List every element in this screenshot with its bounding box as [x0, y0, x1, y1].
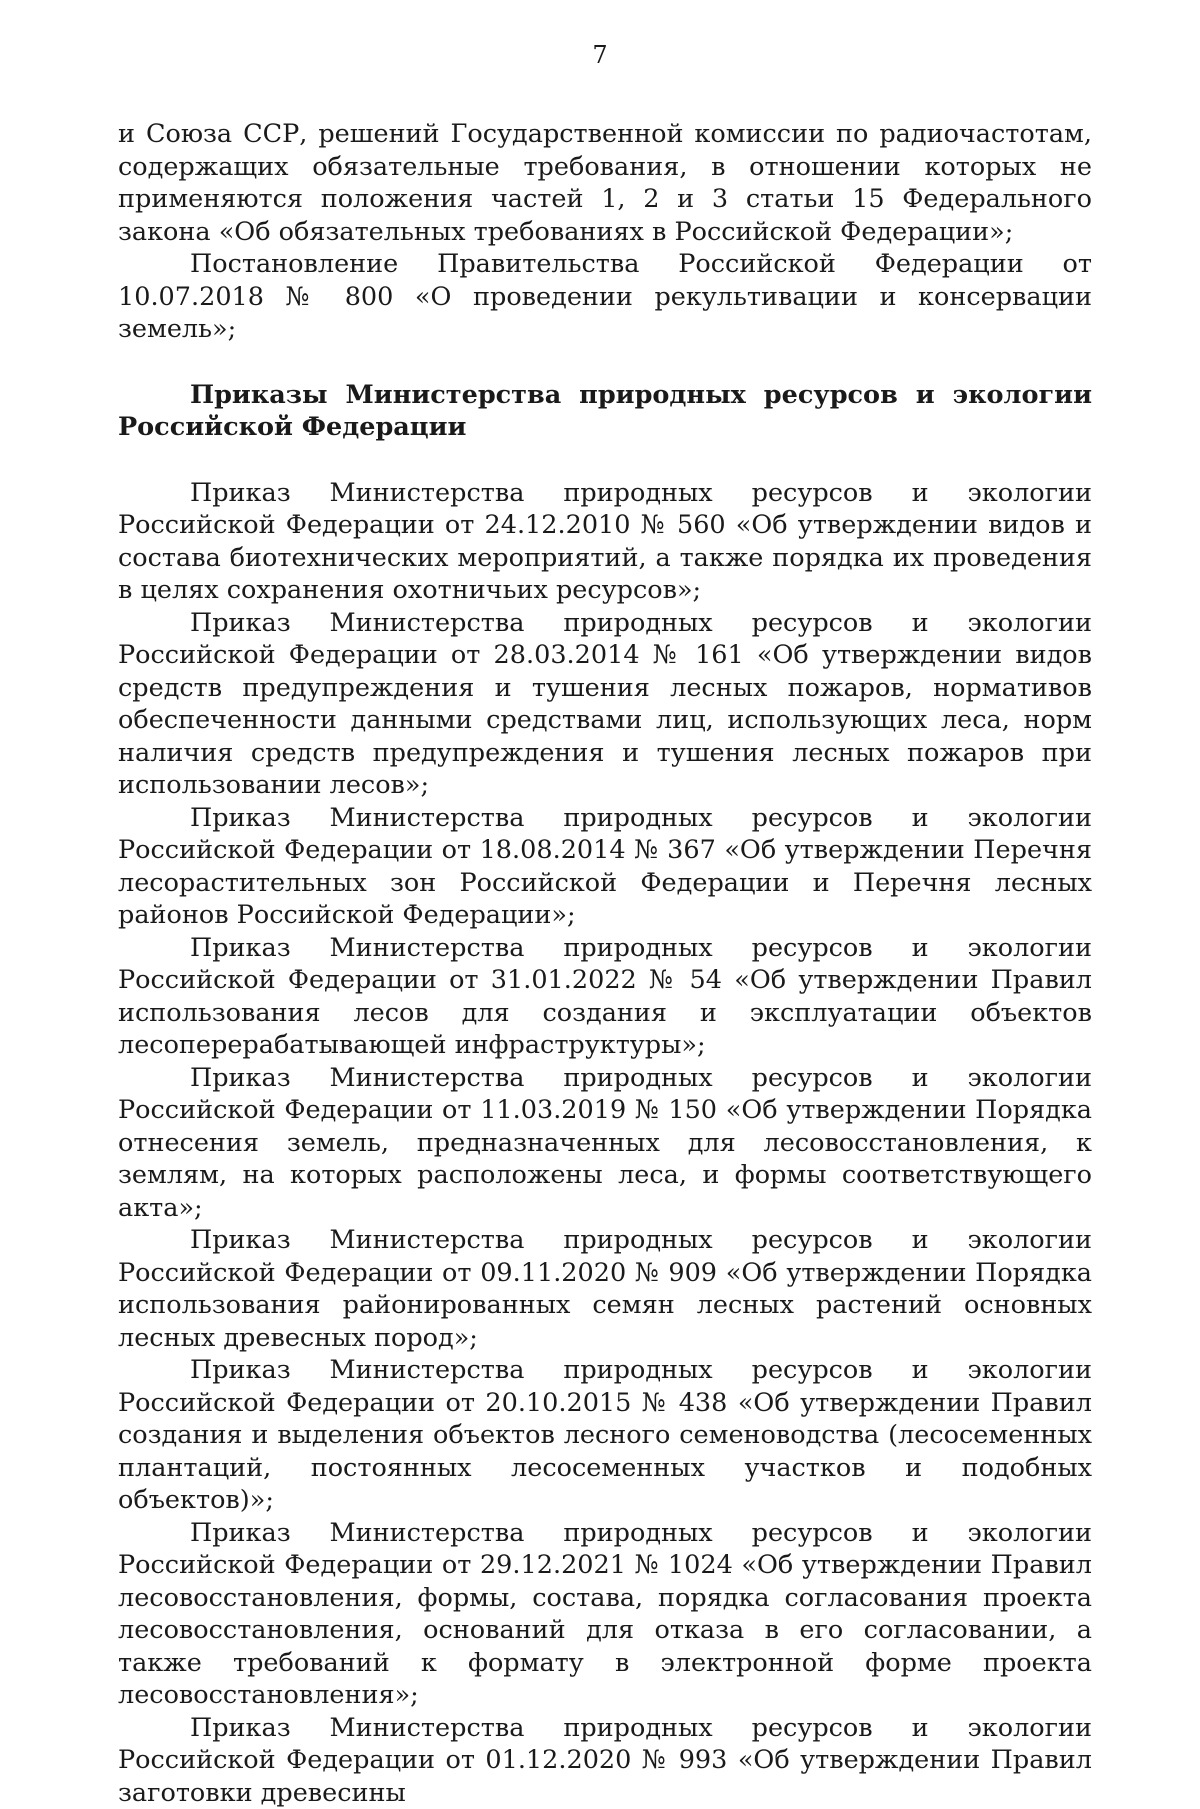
paragraph-order: Приказ Министерства природных ресурсов и экологии Российской Федерации от 01.12.2020 № 993 «Об утверждении Правил заготовки древесины [118, 1712, 1092, 1809]
paragraph-order: Приказ Министерства природных ресурсов и экологии Российской Федерации от 18.08.2014 № 367 «Об утверждении Перечня лесорастительных зон Российской Федерации и Перечня лесных районов Российской Федерации»; [118, 802, 1092, 932]
section-heading: Приказы Министерства природных ресурсов и экологии Российской Федерации [118, 379, 1092, 444]
document-body [118, 118, 1092, 1809]
paragraph-order: Приказ Министерства природных ресурсов и экологии Российской Федерации от 31.01.2022 № 54 «Об утверждении Правил использования лесов для создания и эксплуатации объектов лесоперерабатывающей инфраструктуры»; [118, 932, 1092, 1062]
paragraph-order: Приказ Министерства природных ресурсов и экологии Российской Федерации от 28.03.2014 № 161 «Об утверждении видов средств предупреждения и тушения лесных пожаров, нормативов обеспеченности данными средствами лиц, использующих леса, норм наличия средств предупреждения и тушения лесных пожаров при использовании лесов»; [118, 607, 1092, 802]
paragraph-resolution: Постановление Правительства Российской Федерации от 10.07.2018 № 800 «О проведении рекультивации и консервации земель»; [118, 248, 1092, 346]
paragraph-order: Приказ Министерства природных ресурсов и экологии Российской Федерации от 09.11.2020 № 909 «Об утверждении Порядка использования районированных семян лесных растений основных лесных древесных пород»; [118, 1224, 1092, 1354]
paragraph-order: Приказ Министерства природных ресурсов и экологии Российской Федерации от 29.12.2021 № 1024 «Об утверждении Правил лесовосстановления, формы, состава, порядка согласования проекта лесовосстановления, оснований для отказа в его согласовании, а также требований к формату в электронной форме проекта лесовосстановления»; [118, 1517, 1092, 1712]
paragraph-order: Приказ Министерства природных ресурсов и экологии Российской Федерации от 24.12.2010 № 560 «Об утверждении видов и состава биотехнических мероприятий, а также порядка их проведения в целях сохранения охотничьих ресурсов»; [118, 477, 1092, 607]
paragraph-order: Приказ Министерства природных ресурсов и экологии Российской Федерации от 20.10.2015 № 438 «Об утверждении Правил создания и выделения объектов лесного семеноводства (лесосеменных плантаций, постоянных лесосеменных участков и подобных объектов)»; [118, 1354, 1092, 1517]
paragraph-continued: и Союза ССР, решений Государственной комиссии по радиочастотам, содержащих обязательные требования, в отношении которых не применяются положения частей 1, 2 и 3 статьи 15 Федерального закона «Об обязательных требованиях в Российской Федерации»; [118, 118, 1092, 248]
paragraph-order: Приказ Министерства природных ресурсов и экологии Российской Федерации от 11.03.2019 № 150 «Об утверждении Порядка отнесения земель, предназначенных для лесовосстановления, к землям, на которых расположены леса, и формы соответствующего акта»; [118, 1062, 1092, 1225]
page-number: 7 [0, 40, 1200, 70]
